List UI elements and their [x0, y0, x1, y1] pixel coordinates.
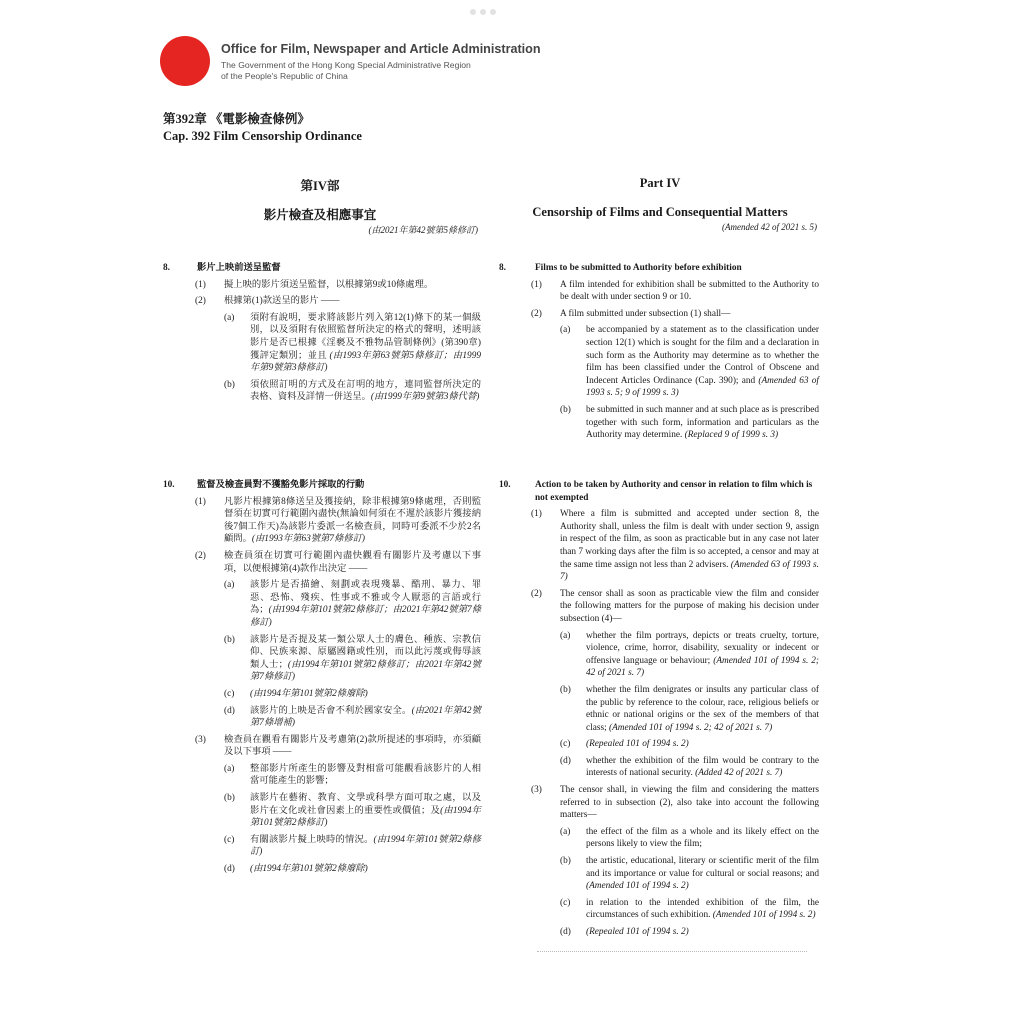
- ofnaa-logo: [160, 36, 210, 86]
- paragraph-a: (a) the effect of the film as a whole and its likely effect on the persons likely to view the film;: [560, 826, 819, 850]
- paragraph-d: (d) whether the exhibition of the film would be contrary to the interests of national security. (Added 42 of 2021 s. 7): [560, 755, 819, 779]
- paragraph-b: (b) the artistic, educational, literary or scientific merit of the film and its importance or value for cultural or social reasons; and (Amended 101 of 1994 s. 2): [560, 856, 819, 892]
- section-heading: Action to be taken by Authority and censor in relation to film which is not exempted: [535, 480, 813, 503]
- paragraph-a: (a) 該影片是否描繪、刻劃或表現殘暴、酷刑、暴力、罪惡、恐怖、殘疾、性事或不雅或令人厭惡的言語或行為；(由1994年第101號第2條修訂；由2021年第42號第7條修訂): [224, 580, 481, 628]
- paragraph-c: (c) (由1994年第101號第2條廢除): [224, 688, 368, 699]
- paragraph-c: (c) 有關該影片擬上映時的情況。(由1994年第101號第2條修訂): [224, 834, 481, 858]
- paragraph-b: (b) 該影片在藝術、教育、文學或科學方面可取之處，以及影片在文化或社會因素上的重要性或價值；及(由1994年第101號第2條修訂): [224, 793, 481, 829]
- section-heading: 影片上映前送呈監督: [197, 263, 281, 273]
- subsection-3: (3) 檢查員在觀看有關影片及考慮第(2)款所提述的事項時，亦須顧及以下事項 ——: [195, 734, 481, 758]
- paragraph-a: (a) whether the film portrays, depicts or treats cruelty, torture, violence, crime, horror, disability, sexuality or indecent or offensive language or behaviour; (Amended 101 of 1994 s. 2; 42 of 2021 s. 7): [560, 630, 820, 679]
- subsection-1: (1) Where a film is submitted and accepted under section 8, the Authority shall, unless the film is dealt with under section 9, assign in respect of the film, as soon as practicable but in any case not later than 7 working days after the film is so accepted, a censor and may at the same time assign not less than 2 advisers. (Amended 63 of 1993 s. 7): [531, 509, 819, 583]
- section-number: 8.: [163, 263, 170, 273]
- paragraph-b: (b) 須依照訂明的方式及在訂明的地方，連同監督所決定的表格、資料及詳情一併送呈。(由1999年第9號第3條代替): [224, 379, 481, 403]
- part-amend-en: (Amended 42 of 2021 s. 5): [722, 222, 817, 232]
- subsection-2: (2) The censor shall as soon as practicable view the film and consider the following matters for the purpose of making his decision under subsection (4)—: [531, 588, 819, 624]
- paragraph-b: (b) 該影片是否提及某一類公眾人士的膚色、種族、宗教信仰、民族來源、原屬國籍或性別，而以此污蔑或侮辱該類人士；(由1994年第101號第2條修訂；由2021年第42號第7條修訂): [224, 634, 481, 683]
- paragraph-d: (d) (由1994年第101號第2條廢除): [224, 864, 368, 875]
- subsection-1: (1) A film intended for exhibition shall be submitted to the Authority to be dealt with under section 9 or 10.: [531, 279, 819, 303]
- org-name: Office for Film, Newspaper and Article Administration: [221, 42, 541, 56]
- part-number-en: Part IV: [639, 176, 681, 190]
- part-amend-zh: (由2021年第42號第5條修訂): [368, 225, 478, 235]
- section-number: 10.: [499, 480, 511, 490]
- cut-off-text-fragment: [537, 951, 807, 955]
- org-subtitle-line2: of the People's Republic of China: [221, 71, 348, 81]
- paragraph-c: (c) in relation to the intended exhibition of the film, the circumstances of such exhibition. (Amended 101 of 1994 s. 2): [560, 897, 819, 921]
- section-10-zh: [163, 479, 481, 876]
- section-number: 8.: [499, 263, 506, 273]
- subsection-1: (1) 擬上映的影片須送呈監督，以根據第9或10條處理。: [195, 279, 434, 290]
- subsection-3: (3) The censor shall, in viewing the film and considering the matters referred to in subsection (2), also take into account the following matters—: [531, 785, 819, 821]
- part-number-zh: 第IV部: [300, 179, 340, 193]
- paragraph-a: (a) 須附有說明，要求將該影片列入第12(1)條下的某一個級別，以及須附有依照監督所決定的格式的聲明，述明該影片是否已根據《淫褻及不雅物品管制條例》(第390章)獲評定類別；並且 (由1993年第63號第5條修訂；由1999年第9號第3條修訂): [224, 312, 481, 374]
- section-10-en: [499, 479, 819, 939]
- paragraph-a: (a) 整部影片所產生的影響及對相當可能觀看該影片的人相當可能產生的影響；: [224, 763, 481, 787]
- window-grabber[interactable]: [470, 2, 510, 8]
- paragraph-d: (d) 該影片的上映是否會不利於國家安全。(由2021年第42號第7條增補): [224, 705, 481, 729]
- org-subtitle-line1: The Government of the Hong Kong Special Administrative Region: [221, 60, 471, 70]
- subsection-2: (2) A film submitted under subsection (1) shall—: [531, 308, 731, 319]
- paragraph-b: (b) be submitted in such manner and at such place as is prescribed together with such form, information and particulars as the Authority may determine. (Replaced 9 of 1999 s. 3): [560, 404, 819, 441]
- paragraph-c: (c) (Repealed 101 of 1994 s. 2): [560, 739, 689, 750]
- part-title-en: Censorship of Films and Consequential Matters: [532, 205, 788, 219]
- chapter-title-zh: 第392章 《電影檢查條例》: [163, 112, 310, 126]
- chapter-title-en: Cap. 392 Film Censorship Ordinance: [163, 129, 362, 143]
- paragraph-b: (b) whether the film denigrates or insults any particular class of the public by reference to the colour, race, religious beliefs or ethnic or national origins or the sex of the members of that class; (Amended 101 of 1994 s. 2; 42 of 2021 s. 7): [560, 684, 819, 733]
- subsection-2: (2) 檢查員須在切實可行範圍內盡快觀看有關影片及考慮以下事項，以便根據第(4)款作出決定 ——: [195, 550, 481, 574]
- section-8-zh: [163, 262, 481, 404]
- subsection-2: (2) 根據第(1)款送呈的影片 ——: [195, 296, 340, 307]
- section-number: 10.: [163, 480, 175, 490]
- paragraph-d: (d) (Repealed 101 of 1994 s. 2): [560, 927, 689, 937]
- part-title-zh: 影片檢查及相應事宜: [263, 208, 377, 222]
- section-8-en: [499, 262, 819, 442]
- section-heading: Films to be submitted to Authority before exhibition: [535, 263, 742, 273]
- subsection-1: (1) 凡影片根據第8條送呈及獲接納，除非根據第9條處理，否則監督須在切實可行範圍內盡快(無論如何須在不遲於該影片獲接納後7個工作天)為該影片委派一名檢查員，同時可委派不少於2名顧問。(由1993年第63號第7條修訂): [195, 496, 481, 545]
- section-heading: 監督及檢查員對不獲豁免影片採取的行動: [197, 480, 365, 490]
- paragraph-a: (a) be accompanied by a statement as to the classification under section 12(1) which is sought for the film and a declaration in such form as the Authority may determine as to whether the film has been classified under the Control of Obscene and Indecent Articles Ordinance (Cap. 390); and (Amended 63 of 1993 s. 5; 9 of 1999 s. 3): [560, 325, 819, 399]
- page-header: [160, 36, 760, 88]
